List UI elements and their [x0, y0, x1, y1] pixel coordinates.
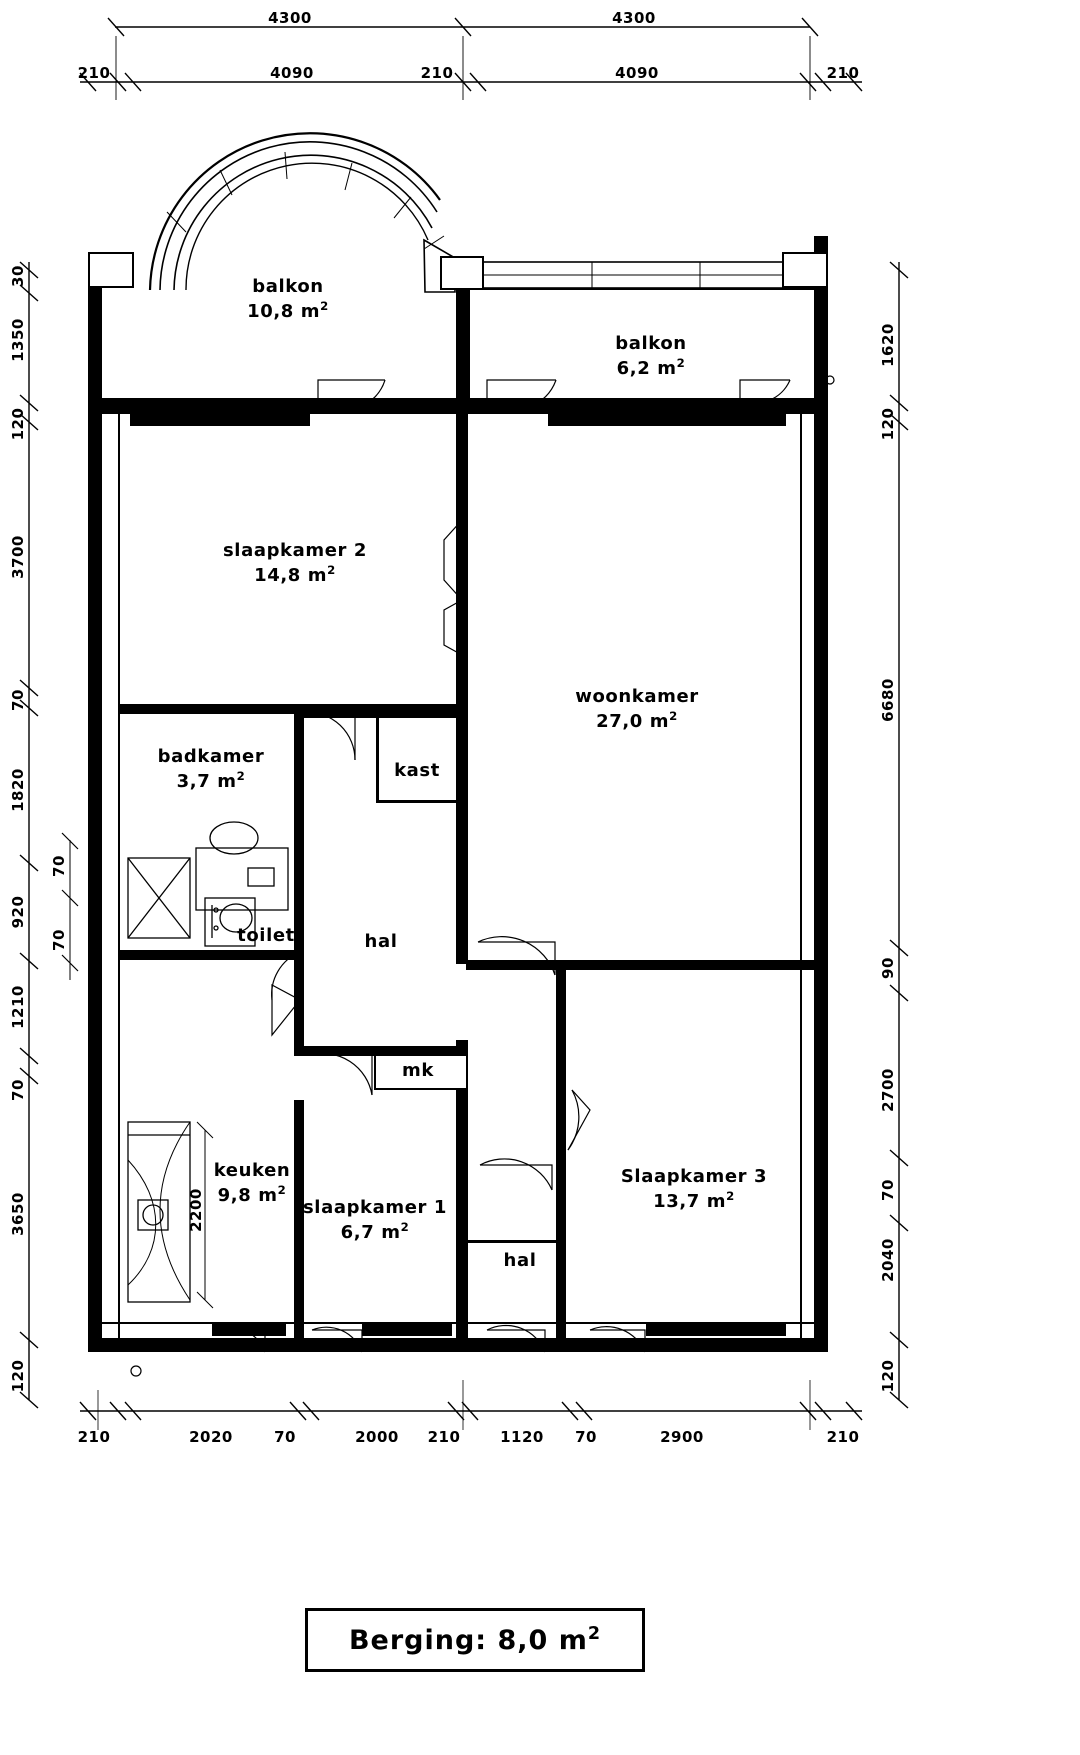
dim-left-70-a: 70 — [9, 689, 27, 711]
dim-bottom-210-a: 210 — [77, 1428, 111, 1446]
wall-right-inner — [800, 412, 802, 1338]
column-balcony-right — [782, 252, 828, 288]
room-name: hal — [503, 1249, 537, 1271]
dim-right-1620: 1620 — [879, 323, 897, 367]
room-name: balkon — [252, 276, 324, 298]
wall-balcony-divider — [456, 288, 470, 402]
room-area: 10,8 $m^2$ — [247, 299, 329, 323]
dim-right-70: 70 — [879, 1179, 897, 1201]
dim-bottom-2000: 2000 — [355, 1428, 399, 1446]
dim-top2-4090-b: 4090 — [615, 64, 659, 82]
dim-left-30: 30 — [9, 265, 27, 287]
dim-bottom-210-c: 210 — [826, 1428, 860, 1446]
line-balcony-left-edge — [96, 288, 98, 384]
wall-vertical-hal-left — [294, 708, 304, 1056]
room-name: toilet — [237, 924, 295, 946]
room-name: woonkamer — [575, 686, 699, 708]
room-area: 6,2 $m^2$ — [616, 356, 686, 380]
dim-left-120-bottom: 120 — [9, 1359, 27, 1393]
dim-top-4300-right: 4300 — [612, 9, 656, 27]
room-name: slaapkamer 2 — [222, 540, 368, 562]
dim-left-3700: 3700 — [9, 535, 27, 579]
dim-bottom-210-b: 210 — [427, 1428, 461, 1446]
room-label-slaapkamer-2 — [223, 539, 367, 589]
dim-bottom-70-b: 70 — [575, 1428, 597, 1446]
room-label-keuken — [214, 1159, 291, 1209]
room-label-kast — [394, 759, 440, 783]
wall-horizontal-kast-top — [304, 708, 464, 718]
dim-right-120-top: 120 — [879, 407, 897, 441]
room-label-slaapkamer-3 — [621, 1165, 767, 1215]
dim-left-120-top: 120 — [9, 407, 27, 441]
wall-right — [814, 398, 828, 1352]
dim-left-inner-70-a: 70 — [50, 855, 68, 877]
window-slaapkamer2 — [130, 414, 310, 426]
wall-horizontal-toilet — [118, 950, 304, 960]
dim-left-920: 920 — [9, 895, 27, 929]
berging-label: Berging: 8,0 $m^2$ — [348, 1624, 602, 1656]
dim-top2-210-c: 210 — [826, 64, 860, 82]
room-label-mk — [402, 1059, 434, 1083]
room-area: 14,8 $m^2$ — [254, 563, 336, 587]
dim-left-3650: 3650 — [9, 1192, 27, 1236]
berging-box — [305, 1608, 645, 1672]
dim-right-2040: 2040 — [879, 1238, 897, 1282]
window-slaapkamer3 — [646, 1324, 786, 1336]
dim-right-2700: 2700 — [879, 1068, 897, 1112]
dim-left-1210: 1210 — [9, 985, 27, 1029]
room-area: 6,7 $m^2$ — [340, 1220, 410, 1244]
window-woonkamer — [548, 414, 786, 426]
room-name: keuken — [213, 1160, 291, 1182]
wall-horizontal-woonkamer-bottom — [466, 960, 814, 970]
room-label-toilet — [237, 924, 295, 948]
dim-left-1350: 1350 — [9, 318, 27, 362]
window-slaapkamer1 — [362, 1324, 452, 1336]
wall-left — [88, 398, 102, 1352]
dim-left-70-b: 70 — [9, 1079, 27, 1101]
wall-left-inner — [118, 412, 120, 1338]
dim-top2-4090-a: 4090 — [270, 64, 314, 82]
dim-bottom-2020: 2020 — [189, 1428, 233, 1446]
column-balcony-left — [88, 252, 134, 288]
room-name: slaapkamer 1 — [302, 1197, 448, 1219]
room-label-hal-1 — [365, 930, 398, 954]
room-label-woonkamer — [575, 685, 699, 735]
wall-hal2 — [556, 1240, 566, 1340]
dim-left-1820: 1820 — [9, 768, 27, 812]
line-hal2-top — [468, 1240, 558, 1243]
dim-right-90: 90 — [879, 957, 897, 979]
kast-side — [376, 718, 379, 802]
wall-vertical-center-upper — [456, 412, 468, 964]
room-area: 27,0 $m^2$ — [596, 709, 678, 733]
room-name: balkon — [615, 333, 687, 355]
dim-right-6680: 6680 — [879, 678, 897, 722]
room-label-slaapkamer-1 — [303, 1196, 447, 1246]
room-name: Slaapkamer 3 — [620, 1166, 768, 1188]
room-area: 9,8 $m^2$ — [217, 1183, 287, 1207]
room-name: mk — [402, 1059, 434, 1081]
room-label-balkon-1 — [247, 275, 329, 325]
wall-bottom — [88, 1338, 828, 1352]
room-label-balkon-2 — [615, 332, 686, 382]
dim-top-4300-left: 4300 — [268, 9, 312, 27]
room-name: hal — [364, 930, 398, 952]
kast-shelf — [376, 800, 458, 803]
room-label-hal-2 — [504, 1249, 537, 1273]
line-balcony-right-edge — [470, 288, 814, 290]
room-area: 13,7 $m^2$ — [653, 1189, 735, 1213]
room-label-badkamer — [158, 745, 265, 795]
dim-right-120-bottom: 120 — [879, 1359, 897, 1393]
dim-bottom-2900: 2900 — [660, 1428, 704, 1446]
room-name: badkamer — [157, 746, 265, 768]
dim-top2-210-a: 210 — [77, 64, 111, 82]
dim-top2-210-b: 210 — [420, 64, 454, 82]
dim-interior-2200: 2200 — [187, 1188, 205, 1232]
column-balcony-mid — [440, 256, 484, 290]
dim-bottom-1120: 1120 — [500, 1428, 544, 1446]
dim-bottom-70-a: 70 — [274, 1428, 296, 1446]
room-name: kast — [394, 759, 440, 781]
window-keuken — [212, 1324, 286, 1336]
dim-left-inner-70-b: 70 — [50, 929, 68, 951]
room-area: 3,7 $m^2$ — [176, 769, 246, 793]
